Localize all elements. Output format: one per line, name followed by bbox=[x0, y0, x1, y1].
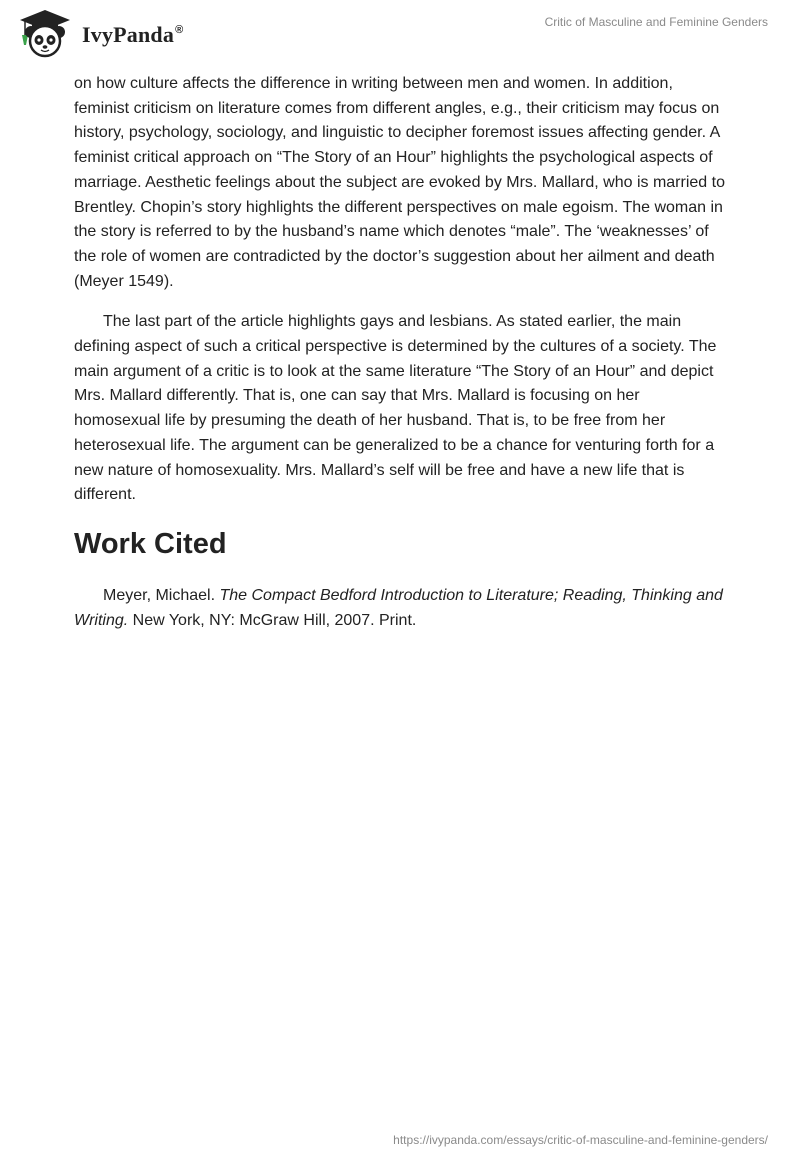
source-url-link[interactable]: https://ivypanda.com/essays/critic-of-masculine-and-feminine-genders/ bbox=[393, 1133, 768, 1147]
paragraph-continued: on how culture affects the difference in writing between men and women. In addition, feminist criticism on literature comes from different angles, e.g., their criticism may focus on history, psychology, sociology, and linguistic to decipher foremost issues affecting gender. A feminist critical approach on “The Story of an Hour” highlights the psychological aspects of marriage. Aesthetic feelings about the subject are evoked by Mrs. Mallard, who is married to Brentley. Chopin’s story highlights the different perspectives on male egoism. The woman in the story is referred to by the husband’s name which denotes “male”. The ‘weaknesses’ of the role of women are contradicted by the doctor’s suggestion about her ailment and death (Meyer 1549). bbox=[74, 75, 725, 290]
paragraph-gays-lesbians: The last part of the article highlights gays and lesbians. As stated earlier, the main defining aspect of such a critical perspective is determined by the cultures of a society. The main argument of a critic is to look at the same literature “The Story of an Hour” and depict Mrs. Mallard differently. That is, one can say that Mrs. Mallard is focusing on her homosexual life by presuming the death of her husband. That is, to be free from her heterosexual life. The argument can be generalized to be a chance for venturing forth for a new nature of homosexuality. Mrs. Mallard’s self will be free and have a new life that is different. bbox=[74, 313, 717, 504]
registered-mark: ® bbox=[175, 24, 184, 36]
citation-title: The Compact Bedford Introduction to Literature; Reading, Thinking and Writing. bbox=[74, 586, 723, 629]
ivypanda-logo[interactable] bbox=[14, 8, 183, 58]
citation-author: Meyer, Michael. bbox=[103, 586, 220, 604]
logo-name: IvyPanda bbox=[82, 22, 175, 47]
document-title: Critic of Masculine and Feminine Genders bbox=[544, 15, 768, 29]
essay-body bbox=[74, 72, 726, 633]
works-cited-heading: Work Cited bbox=[74, 527, 227, 560]
citation-entry bbox=[74, 584, 726, 633]
logo-wordmark bbox=[82, 22, 183, 48]
citation-publication: New York, NY: McGraw Hill, 2007. Print. bbox=[128, 611, 417, 629]
panda-graduate-icon bbox=[14, 8, 76, 58]
